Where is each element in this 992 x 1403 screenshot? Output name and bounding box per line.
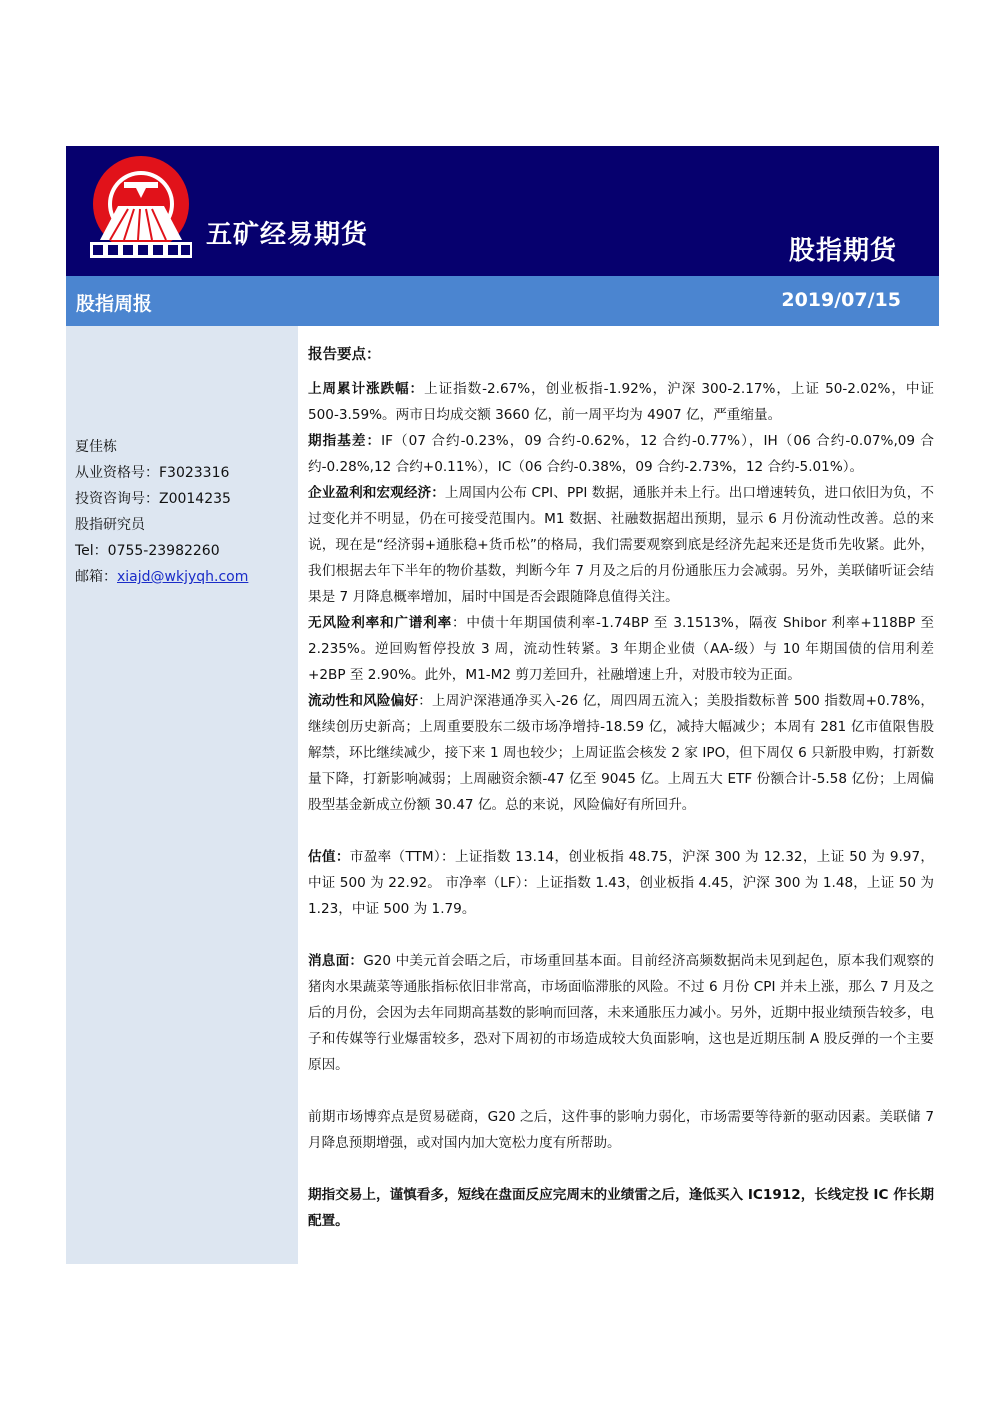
macro-paragraph bbox=[308, 480, 934, 610]
analyst-sidebar bbox=[66, 326, 298, 1264]
analyst-qualification: 从业资格号：F3023316 bbox=[75, 465, 230, 481]
trading-conclusion bbox=[308, 1182, 934, 1234]
report-type: 股指周报 bbox=[76, 293, 153, 315]
paragraph-text: IF（07 合约-0.23%，09 合约-0.62%，12 合约-0.77%），IH（06 合约-0.07%,09 合约-0.28%,12 合约+0.11%），IC（06 合约-0.38%，09 合约-2.73%，12 合约-5.01%）。 bbox=[308, 433, 935, 475]
report-subheader bbox=[66, 276, 939, 326]
spacer bbox=[308, 818, 934, 844]
valuation-paragraph bbox=[308, 844, 934, 922]
news-followup-paragraph: 前期市场博弈点是贸易磋商，G20 之后，这件事的影响力弱化，市场需要等待新的驱动因素。美联储 7 月降息预期增强，或对国内加大宽松力度有所帮助。 bbox=[308, 1109, 934, 1151]
paragraph-label: 无风险利率和广谱利率 bbox=[308, 615, 452, 631]
paragraph-label: 流动性和风险偏好 bbox=[308, 693, 419, 709]
paragraph-label: 估值： bbox=[308, 849, 350, 865]
analyst-name: 夏佳栋 bbox=[75, 439, 117, 455]
paragraph-label: 期指基差： bbox=[308, 433, 382, 449]
report-heading: 报告要点： bbox=[308, 347, 381, 363]
analyst-consulting-id: 投资咨询号：Z0014235 bbox=[75, 491, 231, 507]
report-category: 股指期货 bbox=[788, 236, 897, 266]
conclusion-text: 期指交易上，谨慎看多，短线在盘面反应完周末的业绩雷之后，逢低买入 IC1912，长线定投 IC 作长期配置。 bbox=[308, 1187, 934, 1229]
news-paragraph bbox=[308, 948, 934, 1078]
basis-paragraph bbox=[308, 428, 934, 480]
paragraph-text: 上证指数-2.67%，创业板指-1.92%，沪深 300-2.17%，上证 50-2.02%，中证 500-3.59%。两市日均成交额 3660 亿，前一周平均为 4907 亿，严重缩量。 bbox=[308, 381, 934, 423]
analyst-role: 股指研究员 bbox=[75, 517, 145, 533]
paragraph-text: 市盈率（TTM）：上证指数 13.14，创业板指 48.75，沪深 300 为 12.32，上证 50 为 9.97，中证 500 为 22.92。 市净率（LF）：上证指数 1.43，创业板指 4.45，沪深 300 为 1.48，上证 50 为 1.23，中证 500 为 1.79。 bbox=[308, 849, 935, 917]
spacer bbox=[308, 1156, 934, 1182]
paragraph-text: 上周国内公布 CPI、PPI 数据，通胀并未上行。出口增速转负，进口依旧为负，不过变化并不明显，仍在可接受范围内。M1 数据、社融数据超出预期，显示 6 月份流动性改善。总的来说，现在是“经济弱+通胀稳+货币松”的格局，我们需要观察到底是经济先起来还是货币先收紧。此外，我们根据去年下半年的物价基数，判断今年 7 月及之后的月份通胀压力会减弱。另外，美联储听证会结果是 7 月降息概率增加，届时中国是否会跟随降息值得关注。 bbox=[308, 485, 934, 605]
paragraph-label: 企业盈利和宏观经济： bbox=[308, 485, 445, 501]
email-label: 邮箱： bbox=[75, 569, 117, 585]
weekly-change-paragraph bbox=[308, 376, 934, 428]
spacer bbox=[308, 1078, 934, 1104]
email-link[interactable]: xiajd@wkjyqh.com bbox=[117, 569, 249, 585]
minmetals-logo-icon bbox=[88, 154, 194, 264]
liquidity-paragraph bbox=[308, 688, 934, 818]
analyst-tel: Tel：0755-23982260 bbox=[75, 543, 220, 559]
analyst-email-row bbox=[75, 564, 248, 590]
spacer bbox=[308, 922, 934, 948]
paragraph-label: 上周累计涨跌幅： bbox=[308, 381, 425, 397]
paragraph-text: ：中债十年期国债利率-1.74BP 至 3.1513%，隔夜 Shibor 利率+118BP 至 2.235%。逆回购暂停投放 3 周，流动性转紧。3 年期企业债（AA-级）与 10 年期国债的信用利差+2BP 至 2.90%。此外，M1-M2 剪刀差回升，社融增速上升，对股市较为正面。 bbox=[308, 615, 935, 683]
report-date: 2019/07/15 bbox=[781, 289, 901, 311]
paragraph-label: 消息面： bbox=[308, 953, 364, 969]
report-body bbox=[308, 342, 934, 1234]
paragraph-text: ：上周沪深港通净买入-26 亿，周四周五流入；美股指数标普 500 指数周+0.78%，继续创历史新高；上周重要股东二级市场净增持-18.59 亿，减持大幅减少；本周有 281 亿市值限售股解禁，环比继续减少，接下来 1 周也较少；上周证监会核发 2 家 IPO，但下周仅 6 只新股申购，打新数量下降，打新影响减弱；上周融资余额-47 亿至 9045 亿。上周五大 ETF 份额合计-5.58 亿份；上周偏股型基金新成立份额 30.47 亿。总的来说，风险偏好有所回升。 bbox=[308, 693, 934, 813]
header-banner bbox=[66, 146, 939, 276]
interest-rate-paragraph bbox=[308, 610, 934, 688]
company-name: 五矿经易期货 bbox=[206, 220, 369, 250]
paragraph-text: G20 中美元首会晤之后，市场重回基本面。目前经济高频数据尚未见到起色，原本我们观察的猪肉水果蔬菜等通胀指标依旧非常高，市场面临滞胀的风险。不过 6 月份 CPI 并未上涨，那么 7 月及之后的月份，会因为去年同期高基数的影响而回落，未来通胀压力减小。另外，近期中报业绩预告较多，电子和传媒等行业爆雷较多，恐对下周初的市场造成较大负面影响，这也是近期压制 A 股反弹的一个主要原因。 bbox=[308, 953, 935, 1073]
analyst-info bbox=[75, 434, 248, 590]
